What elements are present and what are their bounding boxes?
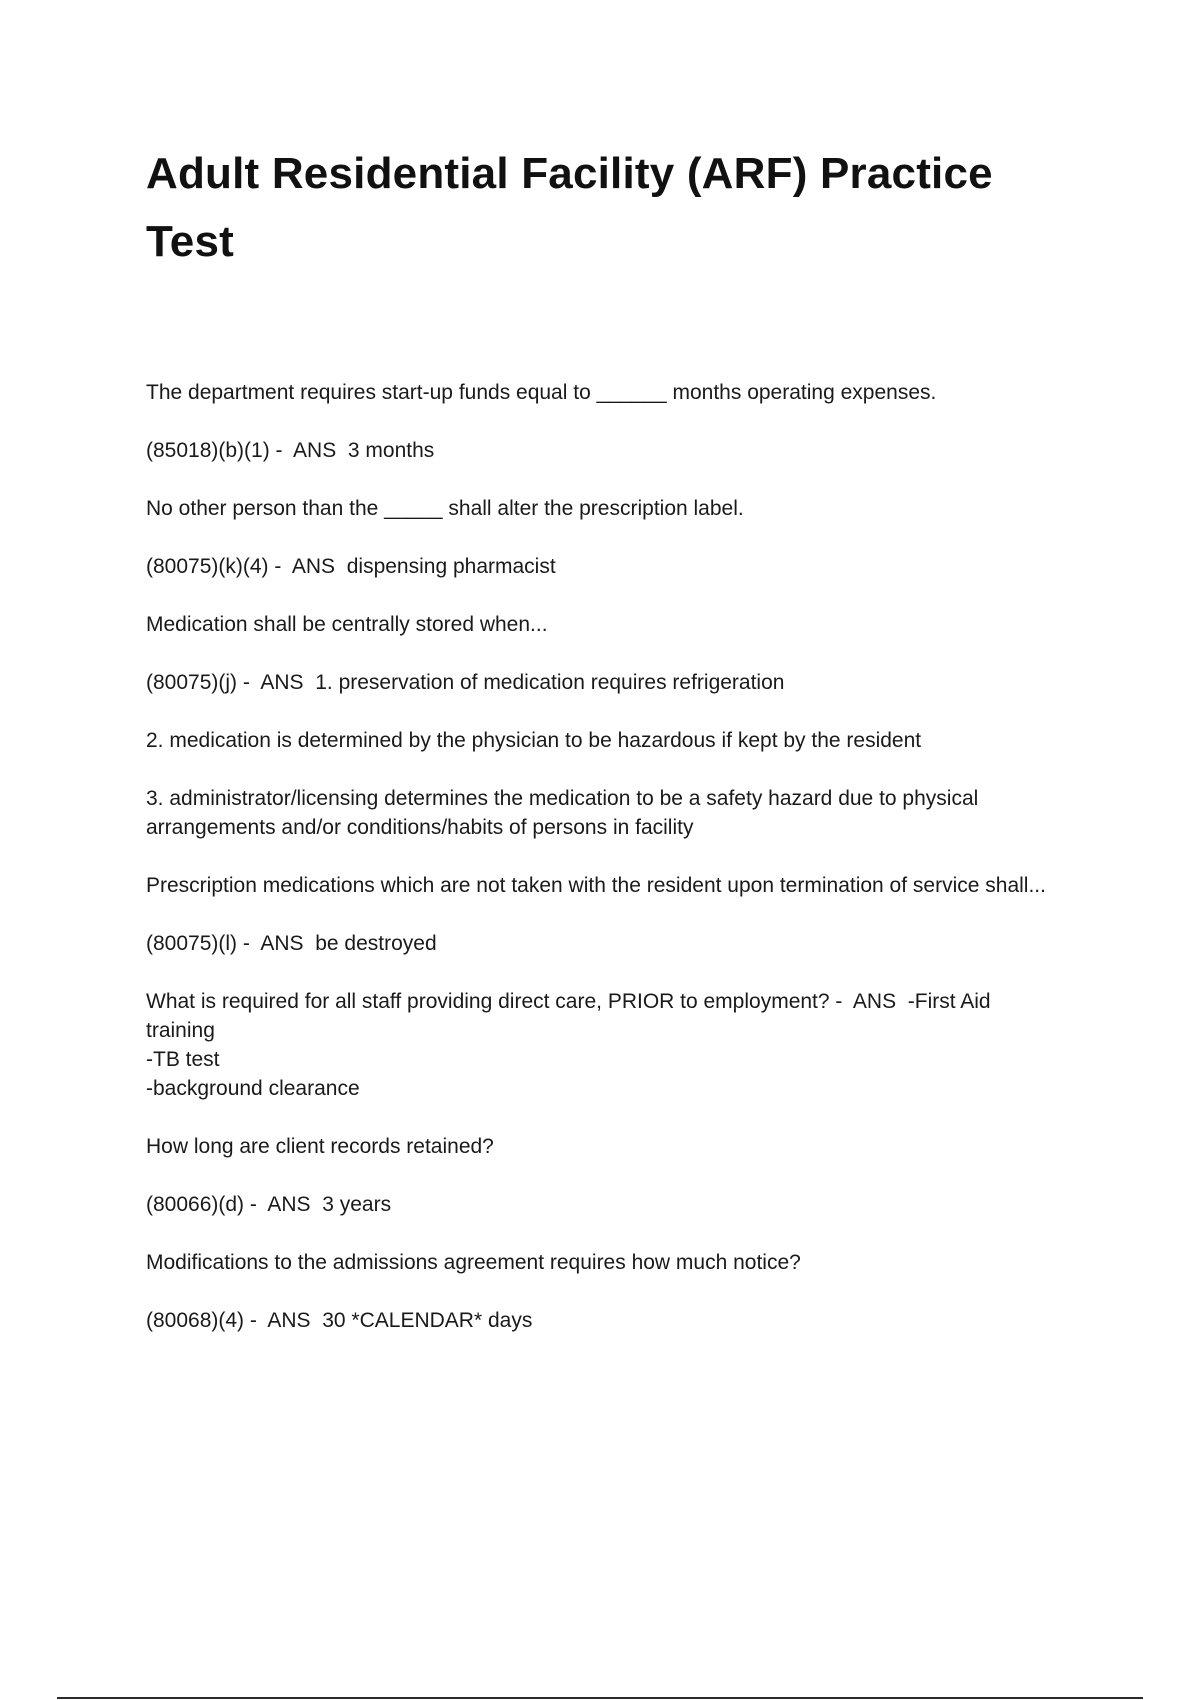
answer-records-retention: (80066)(d) - ANS 3 years (146, 1193, 392, 1216)
answer-prescription-label: (80075)(k)(4) - ANS dispensing pharmacist (146, 555, 556, 578)
answer-startup-funds: (85018)(b)(1) - ANS 3 months (146, 439, 435, 462)
answer-central-storage-1: (80075)(j) - ANS 1. preservation of medication requires refrigeration (146, 671, 785, 694)
document-body (146, 378, 1046, 1335)
question-admissions-notice: Modifications to the admissions agreement requires how much notice? (146, 1251, 801, 1274)
answer-medications-termination: (80075)(l) - ANS be destroyed (146, 932, 437, 955)
document-title: Adult Residential Facility (ARF) Practice Test (146, 149, 993, 266)
question-startup-funds: The department requires start-up funds equal to ______ months operating expenses. (146, 381, 937, 404)
page-bottom-divider (57, 1697, 1143, 1699)
answer-admissions-notice: (80068)(4) - ANS 30 *CALENDAR* days (146, 1309, 533, 1332)
question-prescription-label: No other person than the _____ shall alter the prescription label. (146, 497, 744, 520)
question-central-storage: Medication shall be centrally stored when... (146, 613, 548, 636)
question-records-retention: How long are client records retained? (146, 1135, 494, 1158)
answer-central-storage-3: 3. administrator/licensing determines the medication to be a safety hazard due to physical arrangements and/or conditions/habits of persons in facility (146, 787, 985, 839)
document-page (146, 140, 1046, 1364)
question-answer-staff-requirements: What is required for all staff providing direct care, PRIOR to employment? - ANS -First Aid training -TB test -background clearance (146, 990, 991, 1100)
question-medications-termination: Prescription medications which are not taken with the resident upon termination of service shall... (146, 874, 1046, 897)
answer-central-storage-2: 2. medication is determined by the physician to be hazardous if kept by the resident (146, 729, 922, 752)
